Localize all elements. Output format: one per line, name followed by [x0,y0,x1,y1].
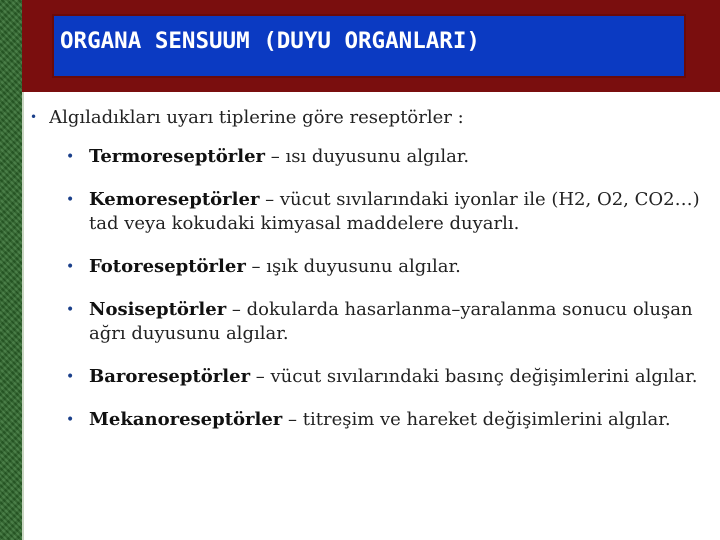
title-box [52,14,686,78]
bullet-icon: • [66,412,75,428]
decorative-left-stripe [0,0,22,540]
item-term: Baroreseptörler [89,366,251,387]
header-band [22,0,720,92]
item-description: – vücut sıvılarındaki iyonlar ile (H2, O2, CO2…) tad veya kokudaki kimyasal maddelere duyarlı. [89,189,700,234]
item-term: Fotoreseptörler [89,256,246,277]
intro-text: Algıladıkları uyarı tiplerine göre reseptörler : [49,107,464,128]
bullet-icon: • [66,192,75,208]
item-term: Nosiseptörler [89,299,227,320]
receptor-list [66,145,714,451]
item-description: – ışık duyusunu algılar. [245,256,461,277]
list-item-mekanoreseptorler [66,408,714,432]
intro-line [30,105,710,130]
list-item-termoreseptorler [66,145,714,169]
list-item-fotoreseptorler [66,255,714,279]
item-term: Termoreseptörler [89,146,266,167]
item-description: – ısı duyusunu algılar. [265,146,470,167]
bullet-icon: • [30,110,38,124]
item-term: Kemoreseptörler [89,189,260,210]
list-item-kemoreseptorler [66,188,714,236]
item-description: – vücut sıvılarındaki basınç değişimlerini algılar. [250,366,698,387]
list-item-nosiseptorler [66,298,714,346]
item-description: – titreşim ve hareket değişimlerini algılar. [282,409,671,430]
slide-title: ORGANA SENSUUM (DUYU ORGANLARI) [60,28,480,54]
item-term: Mekanoreseptörler [89,409,283,430]
bullet-icon: • [66,302,75,318]
bullet-icon: • [66,369,75,385]
bullet-icon: • [66,149,75,165]
bullet-icon: • [66,259,75,275]
list-item-baroreseptorler [66,365,714,389]
item-description: – dokularda hasarlanma–yaralanma sonucu oluşan ağrı duyusunu algılar. [89,299,693,344]
